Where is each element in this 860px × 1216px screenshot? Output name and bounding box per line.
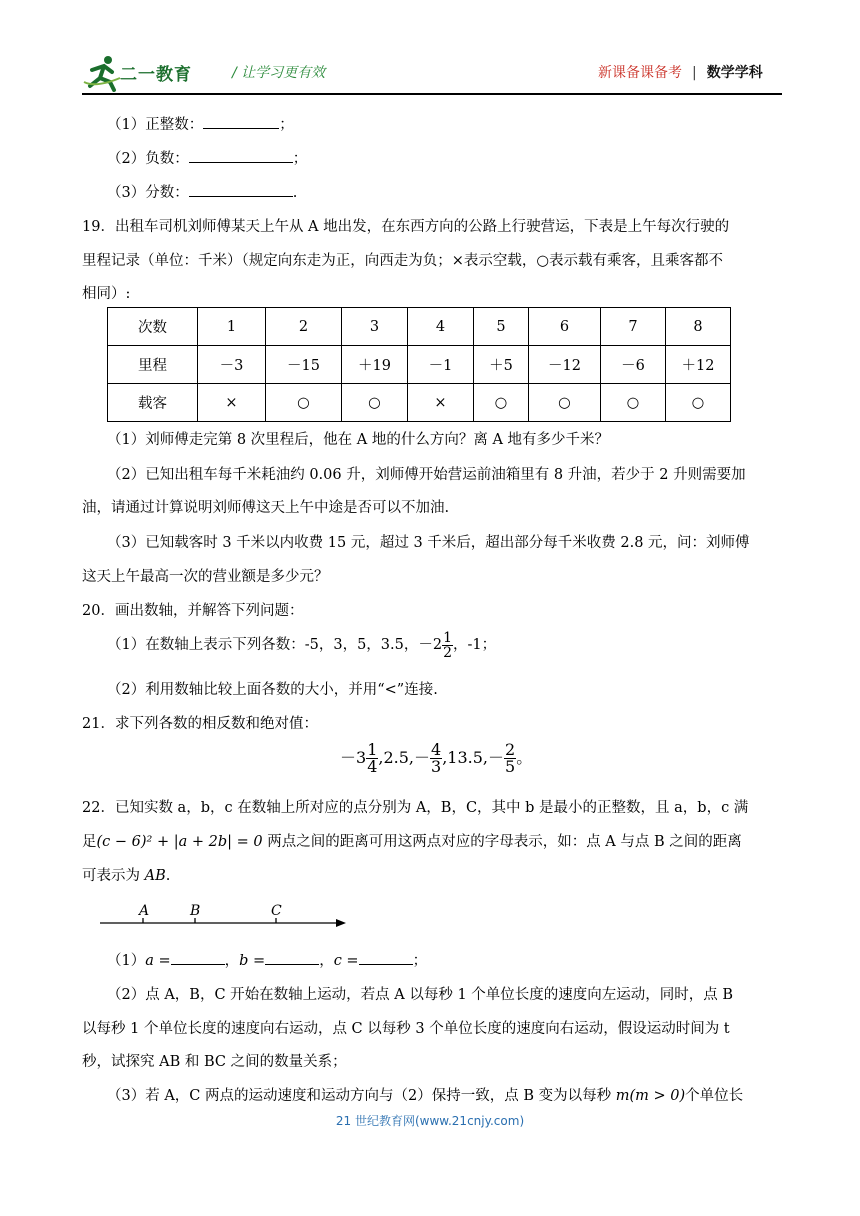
table-cell: －12 — [529, 346, 601, 384]
fraction: $\frac{2}{5}$ — [505, 740, 516, 776]
table-cell: × — [408, 384, 474, 422]
q21-title: 21．求下列各数的相反数和绝对值： — [82, 716, 318, 732]
table-row — [108, 384, 731, 422]
answer-blank[interactable] — [203, 114, 279, 129]
table-cell: ○ — [529, 384, 601, 422]
q18-item-3: （3）分数： . — [107, 181, 297, 202]
answer-blank[interactable] — [189, 148, 293, 163]
header-subject-label: 数学学科 — [706, 65, 763, 81]
q19-text-line3: 相同）: — [82, 286, 131, 302]
q22-part3: （3）若 A，C 两点的运动速度和运动方向与（2）保持一致，点 B 变为以每秒 m(m > 0)个单位长 — [107, 1088, 744, 1104]
table-cell: ＋5 — [474, 346, 529, 384]
table-cell: －3 — [198, 346, 266, 384]
table-cell: 3 — [342, 308, 408, 346]
point-label-b: B — [190, 903, 201, 919]
q19-text-line2: 里程记录（单位：千米）（规定向东走为正，向西走为负；×表示空载，○表示载有乘客，且乘客都不 — [82, 253, 724, 269]
answer-blank[interactable] — [171, 950, 225, 965]
q22-part1: （1）a = ，b = ，c = ； — [107, 949, 427, 970]
q18-item-2: （2）负数： ； — [107, 147, 307, 168]
row-label: 里程 — [108, 346, 198, 384]
table-cell: 7 — [601, 308, 666, 346]
q18-item-1: （1）正整数： ； — [107, 113, 294, 134]
q22-text-line2: 足(c − 6)² + |a + 2b| = 0 两点之间的距离可用这两点对应的字母表示，如：点 A 与点 B 之间的距离 — [82, 834, 742, 850]
slogan: / 让学习更有效 — [232, 65, 326, 81]
answer-blank[interactable] — [189, 182, 293, 197]
q20-title: 20．画出数轴，并解答下列问题： — [82, 603, 304, 619]
table-row — [108, 346, 731, 384]
table-cell: －6 — [601, 346, 666, 384]
q19-part1: （1）刘师傅走完第 8 次里程后，他在 A 地的什么方向？离 A 地有多少千米？ — [107, 432, 610, 448]
runner-icon — [82, 52, 122, 92]
footer-link[interactable]: 21 世纪教育网(www.21cnjy.com) — [335, 1114, 525, 1128]
fraction: $\frac{1}{2}$ — [443, 629, 453, 661]
fraction: $\frac{4}{3}$ — [431, 740, 442, 776]
q22-part2-line3: 秒，试探究 AB 和 BC 之间的数量关系； — [82, 1054, 347, 1070]
math-equation: (c − 6)² + |a + 2b| = 0 — [96, 834, 263, 850]
q19-part3-line2: 这天上午最高一次的营业额是多少元？ — [82, 569, 329, 585]
arrow-icon — [336, 919, 346, 927]
table-cell: × — [198, 384, 266, 422]
row-label: 载客 — [108, 384, 198, 422]
table-cell: 8 — [666, 308, 731, 346]
table-cell: ○ — [666, 384, 731, 422]
table-cell: 1 — [198, 308, 266, 346]
table-cell: ○ — [474, 384, 529, 422]
fraction: $\frac{1}{4}$ — [367, 740, 378, 776]
q21-expression: －3 $\frac{1}{4}$ ,2.5,－ $\frac{4}{3}$ ,13.5,－ $\frac{2}{5}$ 。 — [340, 740, 533, 776]
q22-part2-line2: 以每秒 1 个单位长度的速度向右运动，点 C 以每秒 3 个单位长度的速度向右运动，假设运动时间为 t — [82, 1021, 730, 1037]
q19-part3-line1: （3）已知载客时 3 千米以内收费 15 元，超过 3 千米后，超出部分每千米收费 2.8 元，问：刘师傅 — [107, 535, 750, 551]
row-label: 次数 — [108, 308, 198, 346]
answer-blank[interactable] — [265, 950, 319, 965]
header-separator: | — [692, 65, 697, 81]
table-cell: －1 — [408, 346, 474, 384]
mileage-table — [107, 307, 731, 422]
table-cell: －15 — [266, 346, 342, 384]
q19-part2-line1: （2）已知出租车每千米耗油约 0.06 升，刘师傅开始营运前油箱里有 8 升油，若少于 2 升则需要加 — [107, 467, 746, 483]
q19-text-line1: 19．出租车司机刘师傅某天上午从 A 地出发，在东西方向的公路上行驶营运，下表是上午每次行驶的 — [82, 219, 730, 235]
table-cell: ＋12 — [666, 346, 731, 384]
point-label-a: A — [139, 903, 150, 919]
table-cell: 5 — [474, 308, 529, 346]
q20-part1: （1）在数轴上表示下列各数：-5，3，5，3.5，－2 $\frac{1}{2}$ ，-1； — [107, 629, 497, 661]
number-line — [96, 898, 352, 934]
table-cell: ＋19 — [342, 346, 408, 384]
table-cell: 6 — [529, 308, 601, 346]
q22-part2-line1: （2）点 A，B，C 开始在数轴上运动，若点 A 以每秒 1 个单位长度的速度向左运动，同时，点 B — [107, 987, 734, 1003]
point-label-c: C — [271, 903, 282, 919]
table-cell: 4 — [408, 308, 474, 346]
q20-part2: （2）利用数轴比较上面各数的大小，并用“<”连接. — [107, 682, 438, 698]
table-cell: ○ — [342, 384, 408, 422]
table-cell: 2 — [266, 308, 342, 346]
q19-part2-line2: 油，请通过计算说明刘师傅这天上午中途是否可以不加油. — [82, 500, 450, 516]
q22-text-line3: 可表示为 AB. — [82, 868, 171, 884]
logo-text: 二一教育 — [120, 65, 192, 85]
header-subject — [598, 62, 763, 82]
header-course-label: 新课备课备考 — [598, 65, 682, 81]
header-divider — [82, 93, 782, 95]
table-row — [108, 308, 731, 346]
answer-blank[interactable] — [359, 950, 413, 965]
table-cell: ○ — [266, 384, 342, 422]
table-cell: ○ — [601, 384, 666, 422]
q22-text-line1: 22．已知实数 a，b，c 在数轴上所对应的点分别为 A，B，C，其中 b 是最小的正整数，且 a，b，c 满 — [82, 800, 749, 816]
